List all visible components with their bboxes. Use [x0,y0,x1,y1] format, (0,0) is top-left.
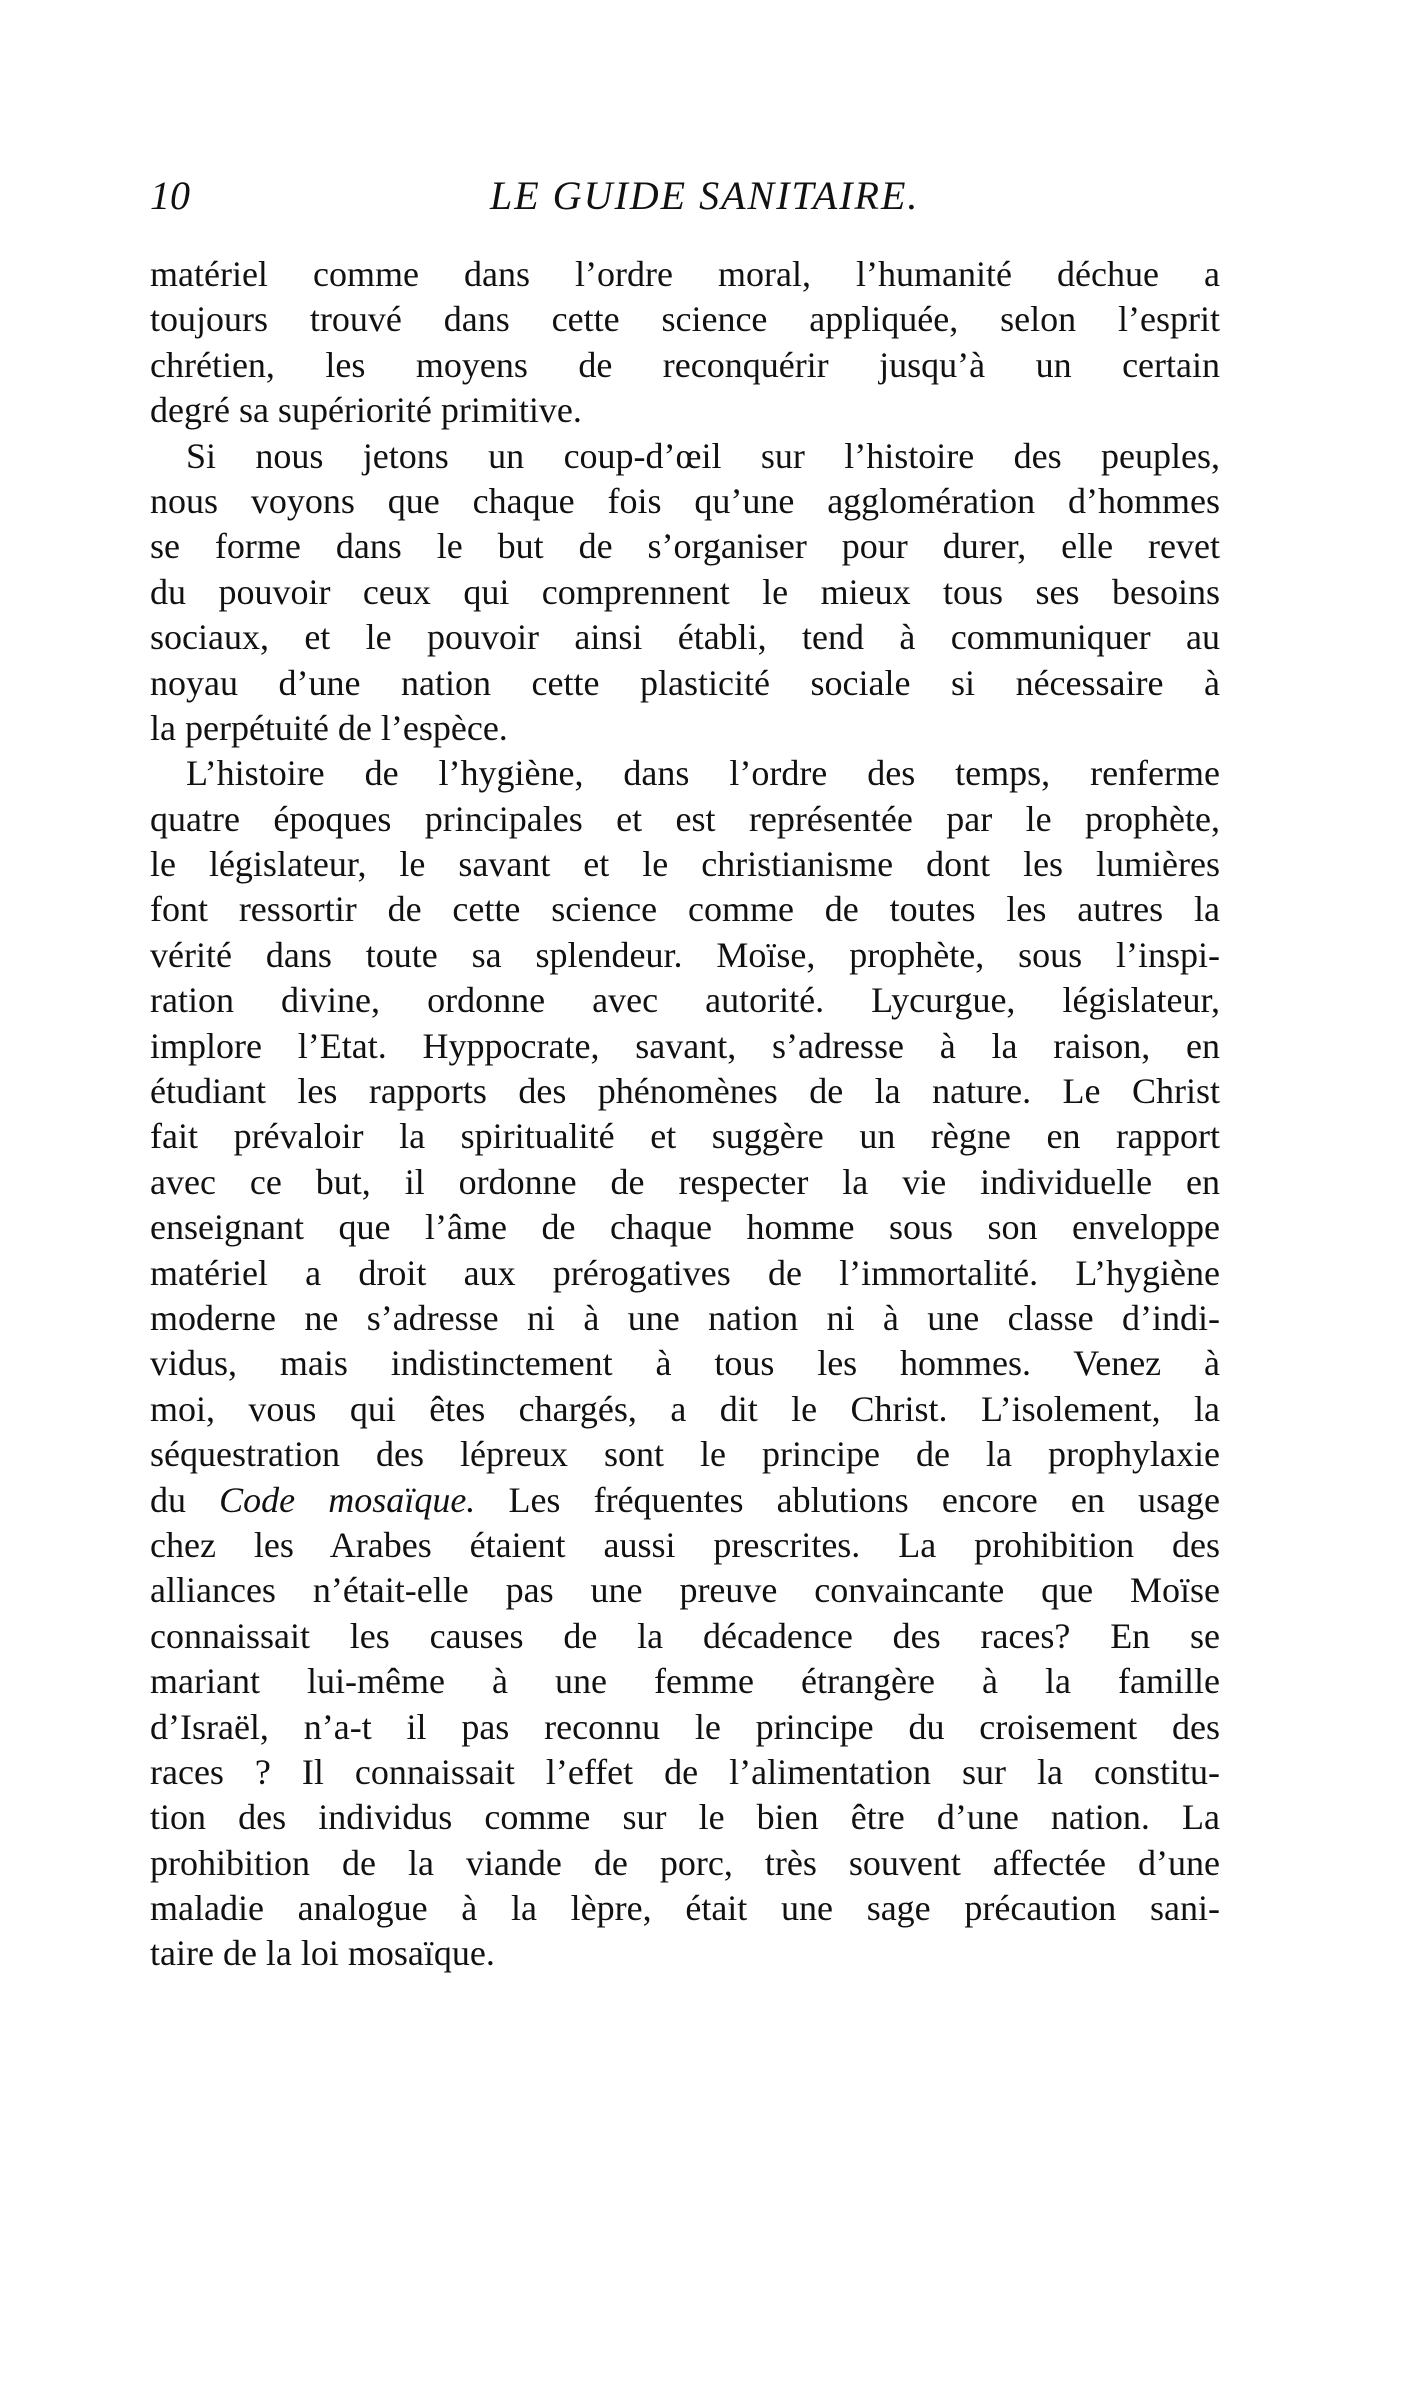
text-line: nous voyons que chaque fois qu’une agglomération d’hommes [150,480,1220,521]
text-line: taire de la loi mosaïque. [150,1933,495,1974]
text-line: Si nous jetons un coup-d’œil sur l’histoire des peuples, [186,435,1220,476]
text-line: d’Israël, n’a-t il pas reconnu le principe du croisement des [150,1706,1220,1747]
text-line: le législateur, le savant et le christianisme dont les lumières [150,844,1220,885]
paragraph [150,434,1220,752]
text-line: étudiant les rapports des phénomènes de la nature. Le Christ [150,1071,1220,1112]
text-line: matériel a droit aux prérogatives de l’immortalité. L’hygiène [150,1252,1220,1293]
text-line: séquestration des lépreux sont le principe de la prophylaxie [150,1434,1220,1475]
text-line: chrétien, les moyens de reconquérir jusqu’à un certain [150,344,1220,385]
text-line: du Code mosaïque. Les fréquentes ablutions encore en usage [150,1479,1220,1520]
text-line: connaissait les causes de la décadence des races? En se [150,1615,1220,1656]
text-line: moi, vous qui êtes chargés, a dit le Christ. L’isolement, la [150,1388,1220,1429]
text-line: fait prévaloir la spiritualité et suggère un règne en rapport [150,1116,1220,1157]
text-line: vidus, mais indistinctement à tous les hommes. Venez à [150,1343,1220,1384]
text-line: quatre époques principales et est représentée par le prophète, [150,798,1220,839]
page-header [150,172,1220,232]
text-line: noyau d’une nation cette plasticité sociale si nécessaire à [150,662,1220,703]
text-line: maladie analogue à la lèpre, était une sage précaution sani- [150,1888,1220,1929]
text-line: chez les Arabes étaient aussi prescrites. La prohibition des [150,1524,1220,1565]
text-line: du pouvoir ceux qui comprennent le mieux tous ses besoins [150,571,1220,612]
text-line: alliances n’était-elle pas une preuve convaincante que Moïse [150,1570,1220,1611]
body-text [150,252,1220,1977]
text-line: implore l’Etat. Hyppocrate, savant, s’adresse à la raison, en [150,1025,1220,1066]
text-line: matériel comme dans l’ordre moral, l’humanité déchue a [150,254,1220,294]
text-line: se forme dans le but de s’organiser pour durer, elle revet [150,526,1220,567]
text-line: enseignant que l’âme de chaque homme sous son enveloppe [150,1207,1220,1248]
text-line: moderne ne s’adresse ni à une nation ni à une classe d’indi- [150,1297,1220,1338]
text-line: avec ce but, il ordonne de respecter la vie individuelle en [150,1161,1220,1202]
page-number: 10 [150,173,190,218]
text-line: degré sa supériorité primitive. [150,390,582,431]
paragraph [150,252,1220,434]
text-line: L’histoire de l’hygiène, dans l’ordre des temps, renferme [186,753,1220,794]
text-line: tion des individus comme sur le bien être d’une nation. La [150,1797,1220,1838]
running-title: LE GUIDE SANITAIRE. [490,173,920,218]
text-line: races ? Il connaissait l’effet de l’alimentation sur la constitu- [150,1751,1220,1792]
text-line: prohibition de la viande de porc, très souvent affectée d’une [150,1842,1220,1883]
text-line: vérité dans toute sa splendeur. Moïse, prophète, sous l’inspi- [150,934,1220,975]
text-line: sociaux, et le pouvoir ainsi établi, tend à communiquer au [150,617,1220,658]
text-line: mariant lui-même à une femme étrangère à la famille [150,1661,1220,1702]
paragraph [150,751,1220,1977]
text-line: font ressortir de cette science comme de toutes les autres la [150,889,1220,930]
text-line: la perpétuité de l’espèce. [150,707,508,748]
text-line: toujours trouvé dans cette science appliquée, selon l’esprit [150,299,1220,340]
text-line: ration divine, ordonne avec autorité. Lycurgue, législateur, [150,980,1220,1021]
